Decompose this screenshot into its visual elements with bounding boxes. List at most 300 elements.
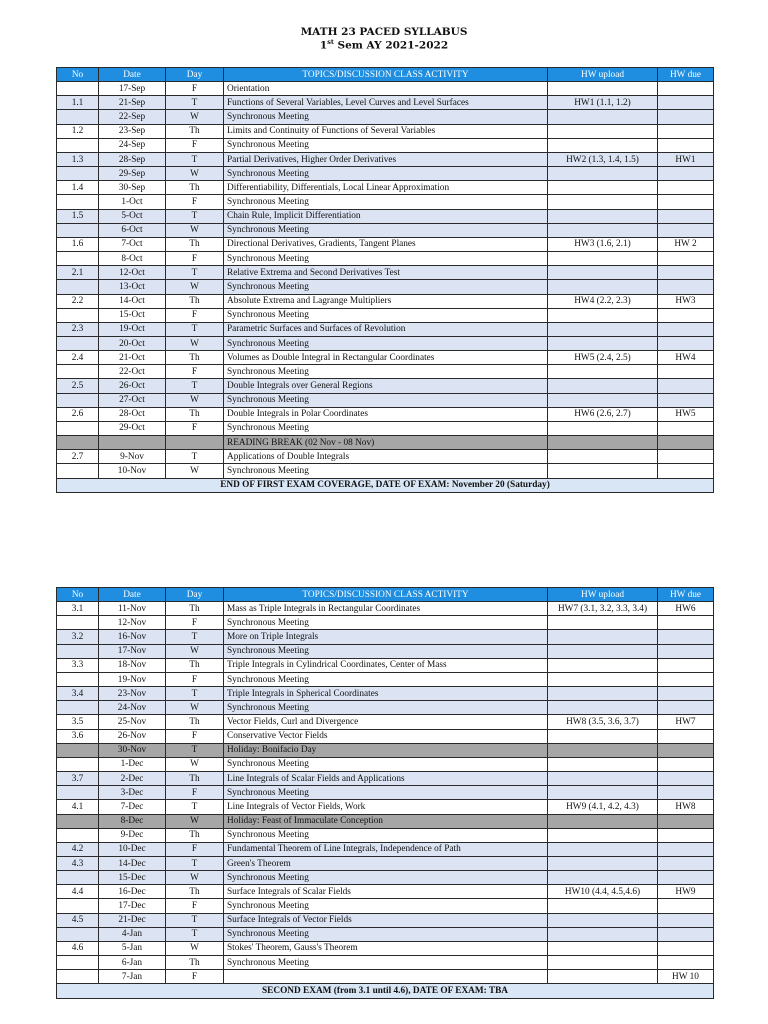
row-day-cell: T	[166, 800, 224, 814]
row-number-cell	[57, 223, 99, 237]
row-number-cell: 1.1	[57, 96, 99, 110]
row-date-cell: 7-Jan	[99, 970, 166, 984]
row-day-cell: F	[166, 616, 224, 630]
row-date-cell: 12-Nov	[99, 616, 166, 630]
row-date-cell: 6-Oct	[99, 223, 166, 237]
row-hw-due-cell	[658, 672, 714, 686]
table-header-row	[57, 588, 714, 602]
table-row	[57, 195, 714, 209]
row-topic-cell: Synchronous Meeting	[224, 195, 548, 209]
row-number-cell	[57, 757, 99, 771]
row-topic-cell: Stokes' Theorem, Gauss's Theorem	[224, 941, 548, 955]
row-date-cell: 17-Sep	[99, 82, 166, 96]
row-day-cell: W	[166, 280, 224, 294]
table-footer-row	[57, 478, 714, 492]
row-date-cell: 10-Dec	[99, 842, 166, 856]
row-date-cell: 23-Nov	[99, 687, 166, 701]
document-title: MATH 23 PACED SYLLABUS	[300, 26, 468, 38]
row-topic-cell	[224, 970, 548, 984]
row-topic-cell: Synchronous Meeting	[224, 464, 548, 478]
row-hw-upload-cell	[548, 842, 658, 856]
row-hw-upload-cell	[548, 336, 658, 350]
row-number-cell	[57, 336, 99, 350]
row-number-cell	[57, 644, 99, 658]
table-row	[57, 786, 714, 800]
row-date-cell: 10-Nov	[99, 464, 166, 478]
row-date-cell: 29-Sep	[99, 167, 166, 181]
header-day: Day	[166, 68, 224, 82]
table-row	[57, 280, 714, 294]
table-row	[57, 743, 714, 757]
row-hw-due-cell	[658, 941, 714, 955]
row-hw-due-cell	[658, 181, 714, 195]
document-subtitle	[0, 38, 768, 52]
row-topic-cell: Relative Extrema and Second Derivatives Test	[224, 266, 548, 280]
row-hw-due-cell	[658, 379, 714, 393]
row-date-cell: 26-Oct	[99, 379, 166, 393]
row-topic-cell: Synchronous Meeting	[224, 786, 548, 800]
subtitle-ordinal: 1	[319, 39, 328, 52]
table-row	[57, 828, 714, 842]
row-topic-cell: Synchronous Meeting	[224, 336, 548, 350]
row-hw-upload-cell	[548, 828, 658, 842]
row-hw-upload-cell	[548, 280, 658, 294]
row-hw-upload-cell: HW3 (1.6, 2.1)	[548, 237, 658, 251]
table-row	[57, 450, 714, 464]
row-day-cell: Th	[166, 124, 224, 138]
row-hw-due-cell	[658, 658, 714, 672]
row-hw-due-cell	[658, 913, 714, 927]
table-footer-row	[57, 984, 714, 998]
row-hw-due-cell	[658, 110, 714, 124]
table-row	[57, 365, 714, 379]
row-day-cell: W	[166, 757, 224, 771]
row-number-cell: 2.5	[57, 379, 99, 393]
table-row	[57, 237, 714, 251]
row-number-cell	[57, 393, 99, 407]
table-header-row	[57, 68, 714, 82]
row-date-cell: 8-Oct	[99, 252, 166, 266]
row-number-cell	[57, 110, 99, 124]
row-number-cell: 2.2	[57, 294, 99, 308]
row-hw-upload-cell	[548, 322, 658, 336]
row-day-cell: T	[166, 856, 224, 870]
row-hw-upload-cell	[548, 871, 658, 885]
row-day-cell: W	[166, 871, 224, 885]
table-row	[57, 672, 714, 686]
row-number-cell	[57, 927, 99, 941]
row-hw-upload-cell: HW10 (4.4, 4.5,4.6)	[548, 885, 658, 899]
row-hw-upload-cell	[548, 181, 658, 195]
table-row	[57, 223, 714, 237]
row-topic-cell: Synchronous Meeting	[224, 167, 548, 181]
header-no: No	[57, 588, 99, 602]
row-number-cell: 2.3	[57, 322, 99, 336]
row-hw-upload-cell	[548, 729, 658, 743]
row-hw-due-cell	[658, 729, 714, 743]
row-hw-due-cell: HW1	[658, 152, 714, 166]
row-hw-due-cell: HW9	[658, 885, 714, 899]
row-day-cell: F	[166, 365, 224, 379]
row-day-cell: Th	[166, 658, 224, 672]
row-date-cell: 28-Oct	[99, 407, 166, 421]
row-hw-upload-cell	[548, 927, 658, 941]
row-number-cell: 4.4	[57, 885, 99, 899]
row-date-cell: 19-Oct	[99, 322, 166, 336]
table-row	[57, 167, 714, 181]
row-hw-upload-cell	[548, 167, 658, 181]
row-date-cell: 20-Oct	[99, 336, 166, 350]
table-row	[57, 899, 714, 913]
table-row	[57, 616, 714, 630]
row-date-cell: 14-Oct	[99, 294, 166, 308]
table-row	[57, 294, 714, 308]
row-hw-due-cell: HW3	[658, 294, 714, 308]
row-hw-due-cell: HW8	[658, 800, 714, 814]
row-day-cell: F	[166, 308, 224, 322]
row-day-cell: T	[166, 743, 224, 757]
row-number-cell: 4.2	[57, 842, 99, 856]
row-day-cell: W	[166, 167, 224, 181]
row-day-cell: Th	[166, 294, 224, 308]
row-number-cell: 1.4	[57, 181, 99, 195]
row-number-cell: 3.2	[57, 630, 99, 644]
row-day-cell: Th	[166, 715, 224, 729]
row-topic-cell: Double Integrals in Polar Coordinates	[224, 407, 548, 421]
row-day-cell: Th	[166, 602, 224, 616]
table-row	[57, 351, 714, 365]
row-hw-due-cell	[658, 436, 714, 450]
row-date-cell: 4-Jan	[99, 927, 166, 941]
row-hw-upload-cell	[548, 786, 658, 800]
row-topic-cell: Synchronous Meeting	[224, 223, 548, 237]
row-date-cell: 22-Sep	[99, 110, 166, 124]
row-date-cell: 16-Nov	[99, 630, 166, 644]
row-date-cell: 21-Dec	[99, 913, 166, 927]
table-row	[57, 82, 714, 96]
row-day-cell: Th	[166, 181, 224, 195]
row-number-cell	[57, 195, 99, 209]
row-hw-due-cell	[658, 856, 714, 870]
row-topic-cell: Synchronous Meeting	[224, 644, 548, 658]
row-date-cell: 16-Dec	[99, 885, 166, 899]
row-hw-upload-cell	[548, 450, 658, 464]
row-topic-cell: Directional Derivatives, Gradients, Tangent Planes	[224, 237, 548, 251]
row-topic-cell: Mass as Triple Integrals in Rectangular Coordinates	[224, 602, 548, 616]
row-hw-upload-cell: HW5 (2.4, 2.5)	[548, 351, 658, 365]
row-topic-cell: Synchronous Meeting	[224, 421, 548, 435]
table-row	[57, 927, 714, 941]
row-hw-upload-cell	[548, 956, 658, 970]
row-day-cell: T	[166, 927, 224, 941]
row-hw-due-cell	[658, 280, 714, 294]
row-hw-upload-cell: HW9 (4.1, 4.2, 4.3)	[548, 800, 658, 814]
table-row	[57, 336, 714, 350]
row-number-cell	[57, 828, 99, 842]
row-day-cell: Th	[166, 407, 224, 421]
row-day-cell: W	[166, 941, 224, 955]
row-hw-upload-cell	[548, 223, 658, 237]
row-date-cell: 17-Dec	[99, 899, 166, 913]
row-topic-cell: Synchronous Meeting	[224, 871, 548, 885]
row-date-cell: 24-Nov	[99, 701, 166, 715]
row-topic-cell: Surface Integrals of Scalar Fields	[224, 885, 548, 899]
row-number-cell: 3.7	[57, 772, 99, 786]
row-topic-cell: Parametric Surfaces and Surfaces of Revolution	[224, 322, 548, 336]
row-date-cell: 25-Nov	[99, 715, 166, 729]
row-topic-cell: Green's Theorem	[224, 856, 548, 870]
row-hw-upload-cell	[548, 82, 658, 96]
row-date-cell: 5-Jan	[99, 941, 166, 955]
row-day-cell: T	[166, 266, 224, 280]
row-topic-cell: Holiday: Feast of Immaculate Conception	[224, 814, 548, 828]
row-day-cell: W	[166, 336, 224, 350]
row-hw-due-cell	[658, 96, 714, 110]
row-hw-due-cell: HW4	[658, 351, 714, 365]
subtitle-superscript: st	[327, 38, 334, 46]
row-date-cell: 27-Oct	[99, 393, 166, 407]
table-row	[57, 96, 714, 110]
row-hw-due-cell	[658, 209, 714, 223]
row-date-cell: 15-Dec	[99, 871, 166, 885]
table-row	[57, 956, 714, 970]
row-hw-due-cell	[658, 322, 714, 336]
row-day-cell: F	[166, 138, 224, 152]
table-row	[57, 379, 714, 393]
table-row	[57, 800, 714, 814]
row-date-cell: 19-Nov	[99, 672, 166, 686]
row-number-cell	[57, 970, 99, 984]
row-day-cell: W	[166, 110, 224, 124]
row-hw-upload-cell	[548, 365, 658, 379]
row-topic-cell: Chain Rule, Implicit Differentiation	[224, 209, 548, 223]
row-hw-due-cell	[658, 701, 714, 715]
row-topic-cell: Synchronous Meeting	[224, 757, 548, 771]
row-day-cell: F	[166, 786, 224, 800]
row-date-cell	[99, 436, 166, 450]
row-day-cell: F	[166, 252, 224, 266]
row-day-cell: Th	[166, 956, 224, 970]
table-row	[57, 871, 714, 885]
row-number-cell: 1.2	[57, 124, 99, 138]
table-row	[57, 913, 714, 927]
header-date: Date	[99, 588, 166, 602]
row-hw-upload-cell	[548, 941, 658, 955]
table-row	[57, 687, 714, 701]
row-topic-cell: Synchronous Meeting	[224, 252, 548, 266]
row-hw-upload-cell	[548, 644, 658, 658]
row-hw-upload-cell	[548, 393, 658, 407]
row-number-cell	[57, 82, 99, 96]
row-hw-due-cell	[658, 365, 714, 379]
row-number-cell	[57, 252, 99, 266]
row-topic-cell: Surface Integrals of Vector Fields	[224, 913, 548, 927]
row-date-cell: 14-Dec	[99, 856, 166, 870]
row-hw-upload-cell	[548, 899, 658, 913]
row-day-cell: Th	[166, 772, 224, 786]
row-hw-upload-cell	[548, 616, 658, 630]
row-day-cell: F	[166, 729, 224, 743]
row-number-cell: 3.4	[57, 687, 99, 701]
row-day-cell: T	[166, 152, 224, 166]
row-day-cell: T	[166, 209, 224, 223]
row-topic-cell: Holiday: Bonifacio Day	[224, 743, 548, 757]
row-date-cell: 15-Oct	[99, 308, 166, 322]
row-hw-upload-cell	[548, 252, 658, 266]
table-row	[57, 701, 714, 715]
row-day-cell: F	[166, 672, 224, 686]
row-hw-due-cell	[658, 743, 714, 757]
row-topic-cell: Synchronous Meeting	[224, 956, 548, 970]
row-hw-upload-cell	[548, 772, 658, 786]
row-date-cell: 1-Dec	[99, 757, 166, 771]
table-row	[57, 644, 714, 658]
row-hw-due-cell	[658, 956, 714, 970]
row-date-cell: 30-Sep	[99, 181, 166, 195]
table-row	[57, 322, 714, 336]
header-hw-due: HW due	[658, 588, 714, 602]
row-date-cell: 2-Dec	[99, 772, 166, 786]
row-date-cell: 12-Oct	[99, 266, 166, 280]
row-topic-cell: Orientation	[224, 82, 548, 96]
table-row	[57, 757, 714, 771]
table-row	[57, 138, 714, 152]
row-topic-cell: Double Integrals over General Regions	[224, 379, 548, 393]
row-number-cell	[57, 956, 99, 970]
row-number-cell	[57, 899, 99, 913]
row-day-cell: W	[166, 814, 224, 828]
table-row	[57, 393, 714, 407]
row-hw-upload-cell	[548, 743, 658, 757]
row-hw-due-cell	[658, 308, 714, 322]
row-hw-upload-cell	[548, 687, 658, 701]
row-topic-cell: Synchronous Meeting	[224, 828, 548, 842]
row-date-cell: 18-Nov	[99, 658, 166, 672]
row-topic-cell: Synchronous Meeting	[224, 393, 548, 407]
row-hw-due-cell	[658, 82, 714, 96]
table-row	[57, 407, 714, 421]
table-row	[57, 252, 714, 266]
header-day: Day	[166, 588, 224, 602]
row-number-cell	[57, 871, 99, 885]
row-date-cell: 28-Sep	[99, 152, 166, 166]
table-row	[57, 885, 714, 899]
table-row	[57, 602, 714, 616]
row-number-cell: 3.1	[57, 602, 99, 616]
row-hw-due-cell	[658, 772, 714, 786]
row-date-cell: 24-Sep	[99, 138, 166, 152]
subtitle-text: Sem AY 2021-2022	[333, 39, 449, 52]
row-day-cell: Th	[166, 351, 224, 365]
row-hw-due-cell	[658, 464, 714, 478]
row-hw-due-cell	[658, 630, 714, 644]
row-number-cell: 2.4	[57, 351, 99, 365]
table-row	[57, 209, 714, 223]
table-row	[57, 152, 714, 166]
row-topic-cell: Absolute Extrema and Lagrange Multipliers	[224, 294, 548, 308]
row-day-cell	[166, 436, 224, 450]
row-date-cell: 30-Nov	[99, 743, 166, 757]
row-hw-due-cell	[658, 252, 714, 266]
row-hw-due-cell	[658, 842, 714, 856]
row-hw-upload-cell	[548, 913, 658, 927]
row-hw-due-cell	[658, 336, 714, 350]
row-date-cell: 26-Nov	[99, 729, 166, 743]
row-date-cell: 11-Nov	[99, 602, 166, 616]
row-hw-due-cell	[658, 927, 714, 941]
row-hw-due-cell	[658, 421, 714, 435]
row-number-cell: 1.3	[57, 152, 99, 166]
row-number-cell	[57, 138, 99, 152]
row-topic-cell: Vector Fields, Curl and Divergence	[224, 715, 548, 729]
row-number-cell	[57, 167, 99, 181]
row-hw-due-cell	[658, 644, 714, 658]
row-hw-due-cell	[658, 786, 714, 800]
row-hw-due-cell	[658, 195, 714, 209]
table-body	[57, 602, 714, 984]
row-date-cell: 29-Oct	[99, 421, 166, 435]
row-day-cell: Th	[166, 885, 224, 899]
row-hw-due-cell	[658, 899, 714, 913]
row-day-cell: T	[166, 630, 224, 644]
row-number-cell: 3.3	[57, 658, 99, 672]
row-hw-upload-cell	[548, 436, 658, 450]
schedule-table-first-exam	[56, 67, 714, 493]
row-number-cell: 4.1	[57, 800, 99, 814]
row-hw-due-cell	[658, 757, 714, 771]
row-hw-due-cell	[658, 266, 714, 280]
row-hw-upload-cell	[548, 308, 658, 322]
row-topic-cell: Synchronous Meeting	[224, 672, 548, 686]
row-hw-upload-cell	[548, 464, 658, 478]
row-hw-due-cell: HW 10	[658, 970, 714, 984]
schedule-table-second-exam	[56, 587, 714, 999]
row-number-cell	[57, 786, 99, 800]
row-topic-cell: Functions of Several Variables, Level Curves and Level Surfaces	[224, 96, 548, 110]
row-hw-upload-cell	[548, 110, 658, 124]
row-hw-due-cell: HW6	[658, 602, 714, 616]
row-number-cell	[57, 616, 99, 630]
table-row	[57, 464, 714, 478]
row-number-cell: 2.6	[57, 407, 99, 421]
row-topic-cell: Applications of Double Integrals	[224, 450, 548, 464]
row-hw-due-cell	[658, 124, 714, 138]
row-topic-cell: Synchronous Meeting	[224, 280, 548, 294]
row-topic-cell: Triple Integrals in Spherical Coordinates	[224, 687, 548, 701]
table-row	[57, 729, 714, 743]
table-row	[57, 970, 714, 984]
row-number-cell	[57, 743, 99, 757]
row-number-cell	[57, 421, 99, 435]
row-topic-cell: Synchronous Meeting	[224, 110, 548, 124]
row-day-cell: F	[166, 82, 224, 96]
row-day-cell: W	[166, 393, 224, 407]
row-number-cell: 3.5	[57, 715, 99, 729]
header-date: Date	[99, 68, 166, 82]
table-row	[57, 421, 714, 435]
row-number-cell: 2.7	[57, 450, 99, 464]
row-date-cell: 1-Oct	[99, 195, 166, 209]
row-hw-upload-cell	[548, 757, 658, 771]
row-hw-upload-cell	[548, 124, 658, 138]
table-row	[57, 630, 714, 644]
row-hw-upload-cell: HW1 (1.1, 1.2)	[548, 96, 658, 110]
row-number-cell: 1.6	[57, 237, 99, 251]
header-topic: TOPICS/DISCUSSION CLASS ACTIVITY	[224, 588, 548, 602]
row-topic-cell: Synchronous Meeting	[224, 616, 548, 630]
row-hw-upload-cell: HW4 (2.2, 2.3)	[548, 294, 658, 308]
table-row	[57, 772, 714, 786]
